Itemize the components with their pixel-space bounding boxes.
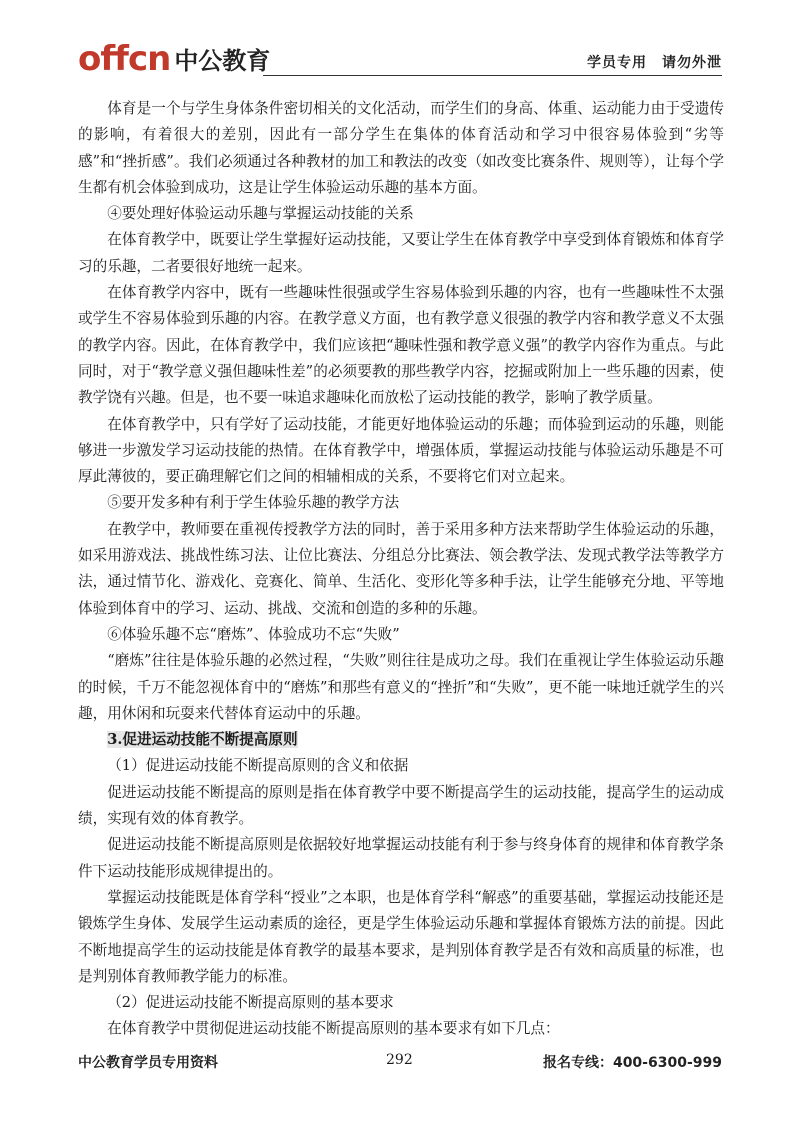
document-body — [78, 96, 724, 1043]
paragraph: 在体育教学中，只有学好了运动技能，才能更好地体验运动的乐趣；而体验到运动的乐趣，则能够进一步激发学习运动技能的热情。在体育教学中，增强体质，掌握运动技能与体验运动乐趣是不可厚此薄彼的，要正确理解它们之间的相辅相成的关系，不要将它们对立起来。 — [78, 415, 724, 486]
footer-hotline: 报名专线：400-6300-999 — [542, 1055, 722, 1071]
subheading: ⑤要开发多种有利于学生体验乐趣的教学方法 — [107, 494, 400, 512]
page-number: 292 — [386, 1052, 413, 1068]
paragraph: “磨炼”往往是体验乐趣的必然过程，“失败”则往往是成功之母。我们在重视让学生体验运动乐趣的时候，千万不能忽视体育中的“磨炼”和那些有意义的“挫折”和“失败”，更不能一味地迁就学生的兴趣，用休闲和玩耍来代替体育运动中的乐趣。 — [78, 652, 724, 722]
paragraph: 促进运动技能不断提高原则是依据较好地掌握运动技能有利于参与终身体育的规律和体育教学条件下运动技能形成规律提出的。 — [78, 836, 724, 880]
header-notice: 学员专用 请勿外泄 — [587, 55, 722, 71]
subheading: ④要处理好体验运动乐趣与掌握运动技能的关系 — [107, 205, 414, 223]
subheading: ⑥体验乐趣不忘“磨炼”、体验成功不忘“失败” — [107, 625, 400, 643]
logo-mark: offcn — [78, 39, 171, 79]
paragraph: 掌握运动技能既是体育学科“授业”之本职，也是体育学科“解惑”的重要基础，掌握运动技能还是锻炼学生身体、发展学生运动素质的途径，更是学生体验运动乐趣和掌握体育锻炼方法的前提。因此不断地提高学生的运动技能是体育教学的最基本要求，是判别体育教学是否有效和高质量的标准，也是判别体育教师教学能力的标准。 — [78, 888, 724, 985]
paragraph: 促进运动技能不断提高的原则是指在体育教学中要不断提高学生的运动技能，提高学生的运动成绩，实现有效的体育教学。 — [78, 783, 724, 828]
paragraph: 在体育教学内容中，既有一些趣味性很强或学生容易体验到乐趣的内容，也有一些趣味性不太强或学生不容易体验到乐趣的内容。在教学意义方面，也有教学意义很强的教学内容和教学意义不太强的教学内容。因此，在体育教学中，我们应该把“趣味性强和教学意义强”的教学内容作为重点。与此同时，对于“教学意义强但趣味性差”的必须要教的那些教学内容，挖掘或附加上一些乐趣的因素，使教学饶有兴趣。但是，也不要一味追求趣味化而放松了运动技能的教学，影响了教学质量。 — [78, 284, 724, 407]
section-heading — [78, 727, 724, 753]
footer-label: 中公教育学员专用资料 — [78, 1055, 218, 1071]
page-header — [78, 34, 722, 82]
header-divider — [263, 75, 722, 76]
logo-text: 中公教育 — [174, 47, 271, 75]
subheading: （1）促进运动技能不断提高原则的含义和依据 — [107, 757, 409, 775]
paragraph: 在体育教学中贯彻促进运动技能不断提高原则的基本要求有如下几点： — [107, 1020, 560, 1038]
section-heading-text: 3.促进运动技能不断提高原则 — [107, 731, 298, 749]
paragraph: 在教学中，教师要在重视传授教学方法的同时，善于采用多种方法来帮助学生体验运动的乐趣，如采用游戏法、挑战性练习法、让位比赛法、分组总分比赛法、领会教学法、发现式教学法等教学方法，通过情节化、游戏化、竞赛化、简单、生活化、变形化等多种手法，让学生能够充分地、平等地体验到体育中的学习、运动、挑战、交流和创造的多种的乐趣。 — [78, 520, 724, 617]
page-footer — [78, 1052, 722, 1076]
subheading: （2）促进运动技能不断提高原则的基本要求 — [107, 994, 394, 1012]
offcn-logo — [78, 39, 271, 79]
paragraph: 体育是一个与学生身体条件密切相关的文化活动，而学生们的身高、体重、运动能力由于受遗传的影响，有着很大的差别，因此有一部分学生在集体的体育活动和学习中很容易体验到“劣等感”和“挫折感”。我们必须通过各种教材的加工和教法的改变（如改变比赛条件、规则等），让每个学生都有机会体验到成功，这是让学生体验运动乐趣的基本方面。 — [78, 100, 724, 196]
paragraph: 在体育教学中，既要让学生掌握好运动技能，又要让学生在体育教学中享受到体育锻炼和体育学习的乐趣，二者要很好地统一起来。 — [78, 231, 724, 275]
